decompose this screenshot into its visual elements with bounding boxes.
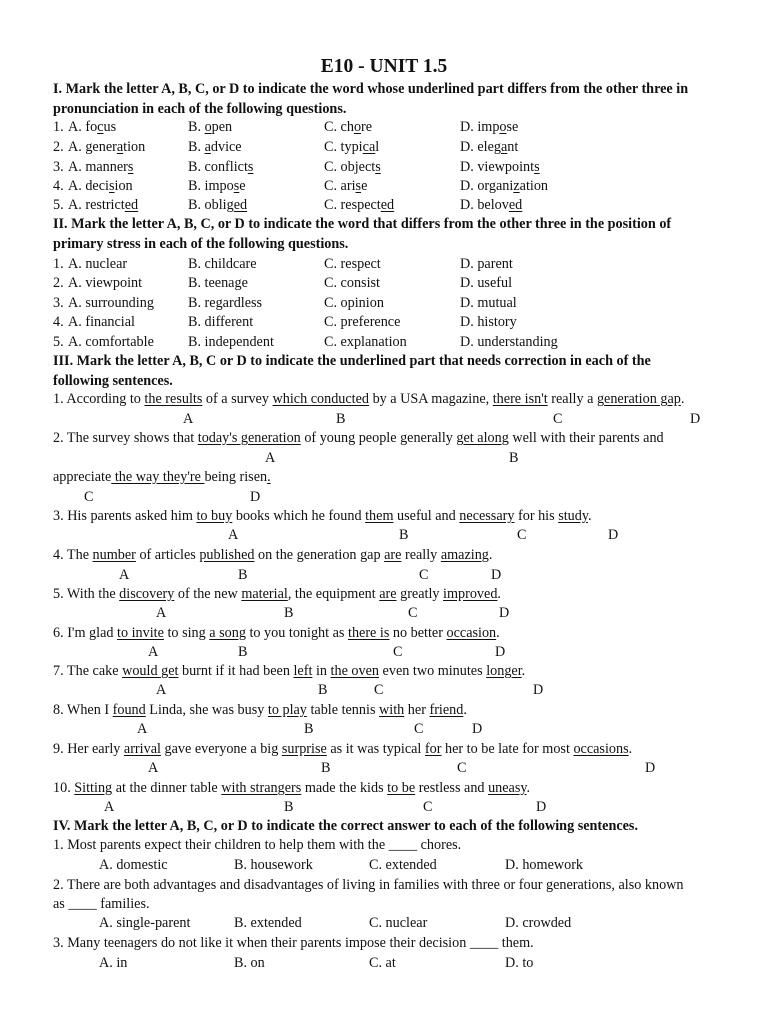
option-c[interactable]: C. explanation — [324, 334, 407, 350]
option-b[interactable]: B. independent — [188, 334, 274, 350]
answer-letter-b: B — [336, 411, 346, 427]
sentence-text: gave everyone a big — [160, 741, 282, 757]
sentence-text: Linda, she was busy — [145, 702, 268, 718]
sentence-text: of articles — [135, 547, 200, 563]
sentence-text: . — [680, 391, 685, 407]
option-text: C. object — [324, 159, 376, 175]
section-4-q3-stem: 3. Many teenagers do not like it when their parents impose their decision ____ them. — [53, 935, 534, 951]
underlined-part[interactable]: would get — [122, 663, 179, 679]
sentence-text: her — [404, 702, 430, 718]
sentence-text: no better — [389, 625, 447, 641]
error-sentence — [53, 507, 753, 525]
answer-letter-a: A — [119, 567, 130, 583]
option-a[interactable] — [68, 118, 116, 136]
underlined-part[interactable]: the oven — [330, 663, 379, 679]
sentence-text: , the equipment — [287, 586, 380, 602]
option-text: ion — [114, 178, 133, 194]
answer-letter-b: B — [318, 682, 328, 698]
section-1-heading-line1: I. Mark the letter A, B, C, or D to indicate the word whose underlined part differs from the other three in — [53, 81, 689, 97]
sentence-text: 4. The — [53, 547, 93, 563]
underlined-part[interactable]: a song — [209, 625, 246, 641]
answer-letters — [0, 410, 768, 428]
underlined-part[interactable]: material — [241, 586, 288, 602]
option-text: B. conflict — [188, 159, 248, 175]
sentence-text: being risen — [204, 469, 268, 485]
section-4-q2-stem-line2: as ____ families. — [53, 896, 150, 912]
sentence-text: greatly — [396, 586, 444, 602]
error-sentence — [53, 390, 753, 408]
sentence-text: her to be late for most — [441, 741, 574, 757]
answer-letter-c: C — [408, 605, 418, 621]
question-number: 1. — [53, 256, 64, 272]
option-d[interactable] — [460, 158, 540, 176]
answer-letters — [0, 681, 768, 699]
underlined-part[interactable]: get along — [456, 430, 509, 446]
option-a[interactable] — [68, 158, 133, 176]
option-a[interactable] — [68, 138, 145, 156]
underlined-part[interactable]: occasions — [573, 741, 629, 757]
answer-letter-d: D — [533, 682, 544, 698]
answer-letter-a: A — [104, 799, 115, 815]
underlined-part[interactable]: published — [199, 547, 255, 563]
option-text: B. — [188, 139, 205, 155]
sentence-text: . — [526, 780, 531, 796]
option-b[interactable]: B. extended — [234, 915, 302, 931]
underlined-part[interactable]: longer — [486, 663, 522, 679]
sentence-text: made the kids — [301, 780, 388, 796]
answer-letter-b: B — [238, 567, 248, 583]
underlined-part[interactable]: Sitting — [74, 780, 113, 796]
answer-letter-b: B — [238, 644, 248, 660]
option-c[interactable]: C. preference — [324, 314, 401, 330]
question-number: 4. — [53, 178, 64, 194]
sentence-text: 1. According to — [53, 391, 145, 407]
option-text: A. manner — [68, 159, 128, 175]
underlined-sound: s — [233, 178, 240, 194]
section-3-heading — [53, 352, 743, 391]
answer-letter-d: D — [536, 799, 547, 815]
underlined-sound: ed — [380, 197, 395, 213]
sentence-text: really — [401, 547, 441, 563]
underlined-part[interactable]: amazing — [440, 547, 489, 563]
option-a[interactable]: A. comfortable — [68, 334, 154, 350]
answer-letter-c: C — [419, 567, 429, 583]
sentence-text: 8. When I — [53, 702, 113, 718]
answer-letter-d: D — [472, 721, 483, 737]
option-a[interactable] — [68, 177, 133, 195]
sentence-text: on the generation gap — [254, 547, 385, 563]
answer-letter-c: C — [374, 682, 384, 698]
underlined-part[interactable]: generation gap — [596, 391, 681, 407]
option-text: D. imp — [460, 119, 500, 135]
option-a[interactable] — [68, 196, 138, 214]
sentence-text: at the dinner table — [112, 780, 222, 796]
answer-letter-b: B — [284, 799, 294, 815]
option-c[interactable]: C. consist — [324, 275, 380, 291]
underlined-part[interactable]: to play — [267, 702, 307, 718]
section-3-heading-line2: following sentences. — [53, 372, 173, 389]
option-text: D. belov — [460, 197, 509, 213]
sentence-text: 3. His parents asked him — [53, 508, 197, 524]
option-text: l — [375, 139, 380, 155]
option-c[interactable]: C. nuclear — [369, 915, 428, 931]
underlined-part[interactable]: which conducted — [272, 391, 370, 407]
section-4-q1-stem: 1. Most parents expect their children to help them with the ____ chores. — [53, 837, 462, 853]
answer-letters — [0, 449, 768, 467]
section-2-heading — [53, 215, 743, 254]
error-sentence — [53, 624, 753, 642]
option-a[interactable]: A. nuclear — [68, 256, 128, 272]
option-b[interactable]: B. on — [234, 955, 265, 971]
sentence-text: . — [496, 625, 500, 641]
option-text: nt — [507, 139, 519, 155]
sentence-text: 2. The survey shows that — [53, 430, 198, 446]
error-sentence — [53, 701, 753, 719]
option-text: pen — [211, 119, 233, 135]
underlined-sound: a — [204, 139, 211, 155]
sentence-text: . — [488, 547, 493, 563]
sentence-text: restless and — [415, 780, 489, 796]
option-a[interactable]: A. single-parent — [99, 915, 191, 931]
sentence-text: of young people generally — [300, 430, 457, 446]
underlined-part[interactable]: to invite — [117, 625, 164, 641]
answer-letter-a: A — [265, 450, 276, 466]
section-2-heading-line1: II. Mark the letter A, B, C, or D to indicate the word that differs from the other three in the position of — [53, 216, 672, 232]
option-b[interactable] — [188, 118, 232, 136]
option-d[interactable]: D. to — [505, 955, 534, 971]
option-text: ation — [519, 178, 549, 194]
sentence-text: 9. Her early — [53, 741, 124, 757]
option-c[interactable] — [324, 177, 367, 195]
underlined-part[interactable]: discovery — [119, 586, 175, 602]
sentence-text: appreciate — [53, 469, 112, 485]
underlined-part[interactable]: . — [267, 469, 271, 485]
section-3-heading-line1: III. Mark the letter A, B, C or D to indicate the underlined part that needs correction in each of the — [53, 353, 651, 369]
sentence-text: by a USA magazine, — [369, 391, 493, 407]
underlined-part[interactable]: for — [424, 741, 442, 757]
question-number: 3. — [53, 159, 64, 175]
underlined-part[interactable]: uneasy — [488, 780, 527, 796]
underlined-part[interactable]: are — [379, 586, 397, 602]
question-number: 2. — [53, 139, 64, 155]
section-1-heading — [53, 80, 743, 119]
option-text: B. oblig — [188, 197, 234, 213]
sentence-text: of the new — [174, 586, 242, 602]
option-d[interactable]: D. parent — [460, 256, 513, 272]
option-d[interactable] — [460, 177, 548, 195]
option-b[interactable] — [188, 158, 253, 176]
underlined-part[interactable]: left — [293, 663, 313, 679]
option-c[interactable] — [324, 118, 372, 136]
answer-letter-d: D — [645, 760, 656, 776]
option-c[interactable]: C. opinion — [324, 295, 384, 311]
underlined-sound: s — [108, 178, 115, 194]
option-text: B. — [188, 119, 205, 135]
question-number: 4. — [53, 314, 64, 330]
underlined-sound: a — [116, 139, 124, 155]
answer-letters — [0, 566, 768, 584]
underlined-sound: o — [353, 119, 362, 135]
option-b[interactable]: B. childcare — [188, 256, 257, 272]
question-number: 1. — [53, 119, 64, 135]
underlined-sound: ca — [362, 139, 376, 155]
option-text: dvice — [210, 139, 242, 155]
answer-letter-b: B — [284, 605, 294, 621]
underlined-sound: c — [97, 119, 104, 135]
sentence-text: in — [312, 663, 331, 679]
underlined-part[interactable]: them — [365, 508, 394, 524]
option-text: D. organi — [460, 178, 514, 194]
answer-letter-b: B — [509, 450, 519, 466]
error-sentence — [53, 740, 753, 758]
sentence-text: . — [628, 741, 633, 757]
option-text: re — [361, 119, 373, 135]
answer-letters — [0, 643, 768, 661]
error-sentence — [53, 779, 753, 797]
answer-letter-c: C — [423, 799, 433, 815]
sentence-text: books which he found — [232, 508, 366, 524]
answer-letter-a: A — [183, 411, 194, 427]
answer-letter-c: C — [553, 411, 563, 427]
answer-letter-d: D — [690, 411, 701, 427]
sentence-text: 7. The cake — [53, 663, 123, 679]
underlined-part[interactable]: with strangers — [221, 780, 302, 796]
underlined-sound: o — [499, 119, 507, 135]
answer-letter-a: A — [156, 605, 167, 621]
option-b[interactable] — [188, 177, 246, 195]
underlined-part[interactable]: there is — [348, 625, 390, 641]
error-sentence — [53, 546, 753, 564]
answer-letters — [0, 720, 768, 738]
underlined-part[interactable]: occasion — [446, 625, 497, 641]
option-text: us — [103, 119, 117, 135]
sentence-text: . — [521, 663, 526, 679]
underlined-sound: s — [247, 159, 254, 175]
option-b[interactable]: B. housework — [234, 857, 313, 873]
sentence-text: burnt if it had been — [178, 663, 294, 679]
underlined-part[interactable]: study — [558, 508, 589, 524]
answer-letter-c: C — [414, 721, 424, 737]
option-a[interactable]: A. surrounding — [68, 295, 154, 311]
answer-letter-c: C — [84, 489, 94, 505]
underlined-sound: s — [534, 159, 540, 175]
option-d[interactable] — [460, 138, 518, 156]
answer-letter-a: A — [148, 760, 159, 776]
option-c[interactable]: C. at — [369, 955, 396, 971]
sentence-text: to you tonight as — [245, 625, 348, 641]
option-a[interactable]: A. financial — [68, 314, 135, 330]
answer-letter-c: C — [457, 760, 467, 776]
sentence-text: to sing — [163, 625, 210, 641]
question-number: 5. — [53, 334, 64, 350]
option-a[interactable]: A. viewpoint — [68, 275, 143, 291]
option-c[interactable] — [324, 196, 394, 214]
section-4-q2-stem-line1: 2. There are both advantages and disadvantages of living in families with three or four generations, also known — [53, 877, 684, 893]
error-sentence — [53, 468, 753, 486]
sentence-text: . — [588, 508, 592, 524]
option-text: se — [506, 119, 519, 135]
underlined-part[interactable]: found — [112, 702, 146, 718]
option-c[interactable]: C. respect — [324, 256, 381, 272]
underlined-part[interactable]: necessary — [459, 508, 515, 524]
answer-letter-d: D — [495, 644, 506, 660]
underlined-sound: ed — [233, 197, 248, 213]
underlined-sound: s — [355, 178, 362, 194]
answer-letters — [0, 526, 768, 544]
answer-letter-c: C — [517, 527, 527, 543]
underlined-sound: z — [513, 178, 520, 194]
error-sentence — [53, 585, 753, 603]
sentence-text: . — [463, 702, 467, 718]
answer-letter-d: D — [608, 527, 619, 543]
answer-letter-a: A — [148, 644, 159, 660]
underlined-sound: a — [500, 139, 508, 155]
option-text: D. eleg — [460, 139, 501, 155]
underlined-sound: s — [375, 159, 381, 175]
error-sentence — [53, 662, 753, 680]
option-d[interactable]: D. useful — [460, 275, 513, 291]
answer-letters — [0, 759, 768, 777]
underlined-part[interactable]: are — [384, 547, 402, 563]
option-c[interactable] — [324, 158, 381, 176]
answer-letter-b: B — [399, 527, 409, 543]
underlined-sound: ed — [508, 197, 523, 213]
underlined-part[interactable]: number — [92, 547, 136, 563]
underlined-sound: ed — [124, 197, 139, 213]
answer-letter-a: A — [137, 721, 148, 737]
underlined-part[interactable]: there isn't — [492, 391, 548, 407]
answer-letter-d: D — [499, 605, 510, 621]
option-b[interactable] — [188, 138, 242, 156]
sentence-text: really a — [547, 391, 597, 407]
underlined-part[interactable]: to buy — [196, 508, 233, 524]
sentence-text: for his — [514, 508, 559, 524]
option-b[interactable]: B. regardless — [188, 295, 263, 311]
underlined-part[interactable]: today's generation — [197, 430, 301, 446]
sentence-text: 10. — [53, 780, 75, 796]
sentence-text: table tennis — [306, 702, 380, 718]
answer-letters — [0, 488, 768, 506]
option-text: D. viewpoint — [460, 159, 535, 175]
answer-letter-a: A — [228, 527, 239, 543]
sentence-text: as it was typical — [326, 741, 425, 757]
underlined-part[interactable]: to be — [387, 780, 416, 796]
underlined-part[interactable]: the results — [144, 391, 203, 407]
underlined-part[interactable]: the way they're — [111, 469, 205, 485]
section-2-heading-line2: primary stress in each of the following questions. — [53, 235, 349, 252]
answer-letter-b: B — [321, 760, 331, 776]
option-text: e — [239, 178, 246, 194]
option-text: C. typi — [324, 139, 363, 155]
option-b[interactable]: B. teenage — [188, 275, 248, 291]
option-text: e — [361, 178, 368, 194]
question-number: 3. — [53, 295, 64, 311]
section-1-heading-line2: pronunciation in each of the following questions. — [53, 100, 347, 117]
underlined-part[interactable]: with — [379, 702, 405, 718]
sentence-text: well with their parents and — [508, 430, 664, 446]
option-b[interactable]: B. different — [188, 314, 254, 330]
underlined-part[interactable]: surprise — [281, 741, 327, 757]
answer-letters — [0, 798, 768, 816]
answer-letter-d: D — [491, 567, 502, 583]
option-d[interactable]: D. mutual — [460, 295, 517, 311]
underlined-part[interactable]: arrival — [123, 741, 161, 757]
option-d[interactable]: D. history — [460, 314, 517, 330]
option-c[interactable] — [324, 138, 379, 156]
option-d[interactable]: D. homework — [505, 857, 584, 873]
option-c[interactable]: C. extended — [369, 857, 437, 873]
underlined-part[interactable]: friend — [429, 702, 464, 718]
error-sentence — [53, 429, 753, 447]
underlined-sound: s — [127, 159, 134, 175]
sentence-text: 5. With the — [53, 586, 120, 602]
option-d[interactable] — [460, 196, 522, 214]
option-text: C. respect — [324, 197, 381, 213]
answer-letter-c: C — [393, 644, 403, 660]
option-a[interactable]: A. domestic — [99, 857, 168, 873]
sentence-text: even two minutes — [379, 663, 487, 679]
option-text: A. restrict — [68, 197, 125, 213]
option-d[interactable]: D. crowded — [505, 915, 572, 931]
underlined-sound: o — [204, 119, 212, 135]
option-d[interactable]: D. understanding — [460, 334, 558, 350]
sentence-text: useful and — [393, 508, 460, 524]
question-number: 5. — [53, 197, 64, 213]
worksheet-title: E10 - UNIT 1.5 — [320, 56, 448, 77]
option-text: A. gener — [68, 139, 117, 155]
option-text: A. fo — [68, 119, 98, 135]
option-a[interactable]: A. in — [99, 955, 128, 971]
question-number: 2. — [53, 275, 64, 291]
option-d[interactable] — [460, 118, 518, 136]
answer-letter-b: B — [304, 721, 314, 737]
answer-letters — [0, 604, 768, 622]
underlined-part[interactable]: improved — [443, 586, 498, 602]
section-4-heading: IV. Mark the letter A, B, C, or D to indicate the correct answer to each of the following sentences. — [53, 818, 638, 834]
answer-letter-d: D — [250, 489, 261, 505]
option-b[interactable] — [188, 196, 247, 214]
option-text: A. deci — [68, 178, 109, 194]
option-text: C. ch — [324, 119, 354, 135]
sentence-text: of a survey — [202, 391, 273, 407]
sentence-text: . — [497, 586, 501, 602]
sentence-text: 6. I'm glad — [53, 625, 118, 641]
answer-letter-a: A — [156, 682, 167, 698]
option-text: B. impo — [188, 178, 234, 194]
option-text: C. ari — [324, 178, 356, 194]
option-text: tion — [123, 139, 146, 155]
